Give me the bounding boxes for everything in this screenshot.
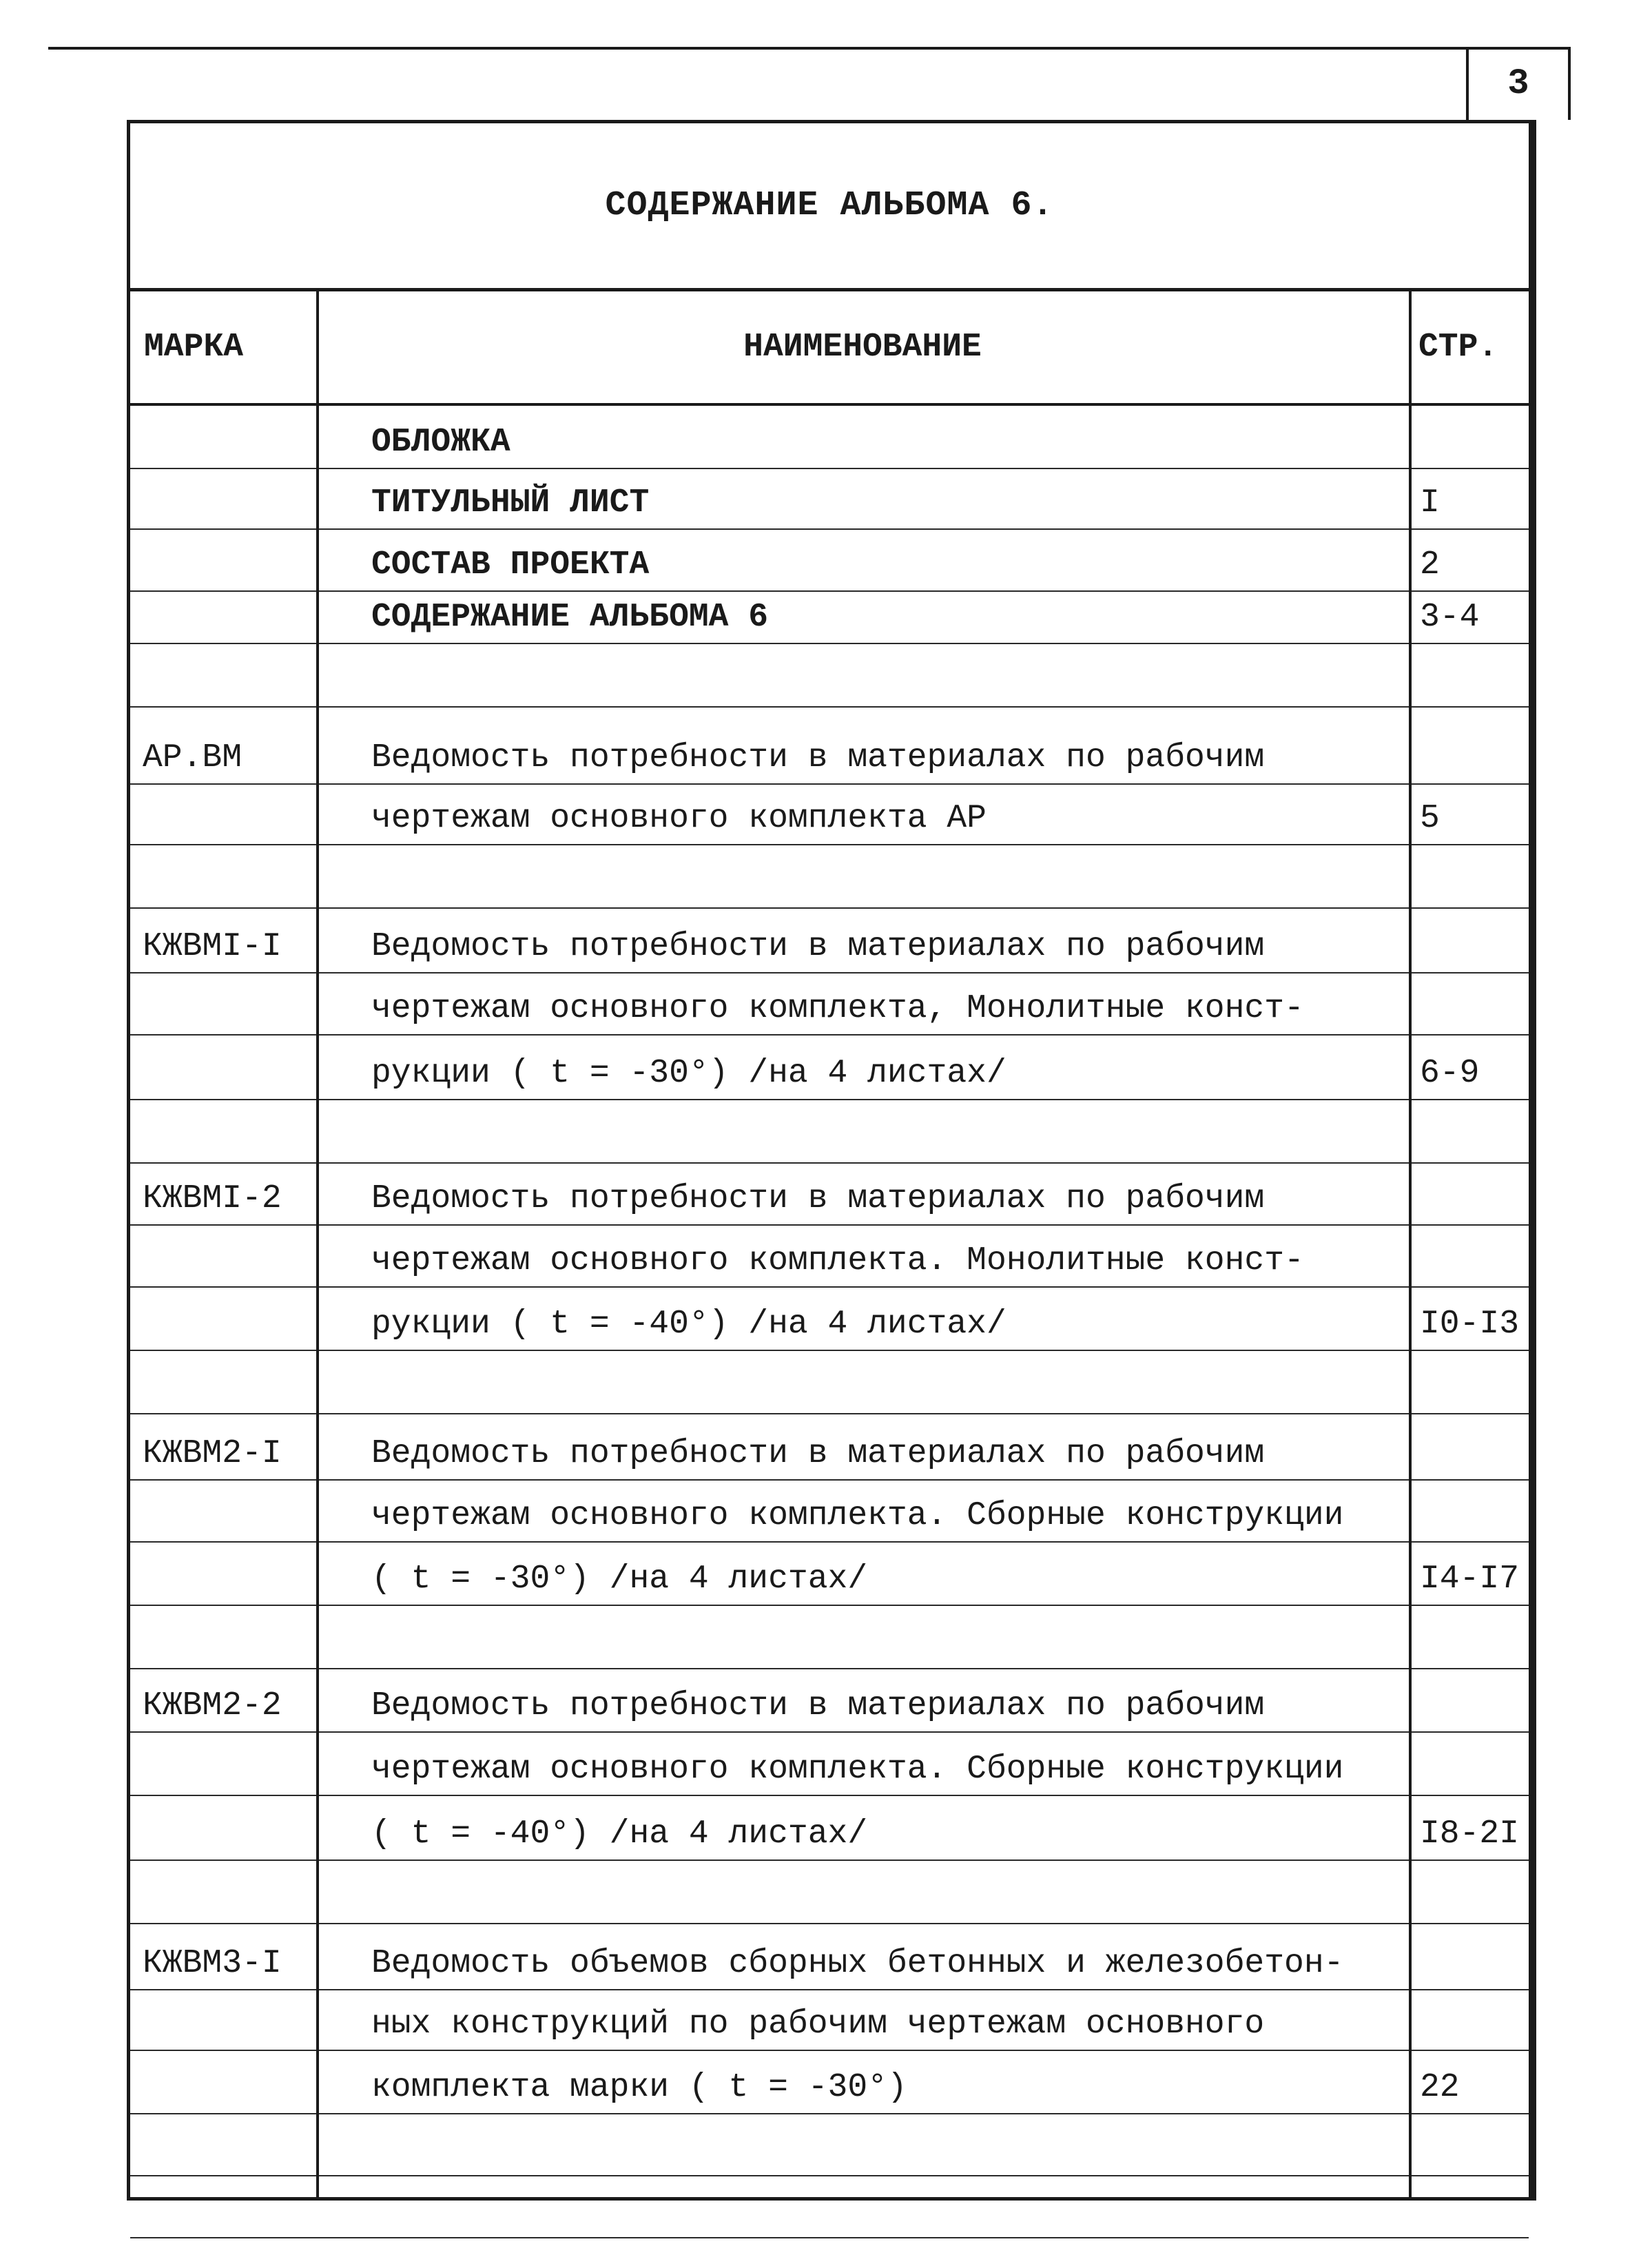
row-page: 22 (1420, 2069, 1460, 2106)
table-row (130, 2051, 1529, 2114)
row-name: Ведомость потребности в материалах по рабочим (371, 1180, 1265, 1217)
table-row (130, 1669, 1529, 1733)
row-name: чертежам основного комплекта. Монолитные конст- (371, 1242, 1304, 1279)
table-row (130, 1414, 1529, 1481)
table-row (130, 1924, 1529, 1990)
table-row (130, 973, 1529, 1036)
table-row (130, 1990, 1529, 2051)
row-marka: КЖВМ2-I (143, 1435, 282, 1472)
table-row (130, 1861, 1529, 1924)
row-name: ( t = -30°) /на 4 листах/ (371, 1560, 868, 1598)
row-page: 6-9 (1420, 1055, 1480, 1092)
table-row (130, 530, 1529, 592)
table-row (130, 1226, 1529, 1288)
row-name: Ведомость потребности в материалах по рабочим (371, 928, 1265, 965)
row-name: ОБЛОЖКА (371, 424, 510, 461)
header-marka: МАРКА (144, 329, 244, 366)
table-row (130, 592, 1529, 644)
row-name: чертежам основного комплекта АР (371, 800, 987, 837)
row-name: Ведомость потребности в материалах по рабочим (371, 739, 1265, 776)
table-header (130, 291, 1529, 406)
row-name: комплекта марки ( t = -30°) (371, 2069, 907, 2106)
table-row (130, 406, 1529, 469)
row-page: I8-2I (1420, 1815, 1520, 1853)
table-row (130, 1100, 1529, 1164)
row-name: чертежам основного комплекта. Сборные конструкции (371, 1497, 1344, 1534)
row-name: Ведомость потребности в материалах по рабочим (371, 1435, 1265, 1472)
row-name: рукции ( t = -30°) /на 4 листах/ (371, 1055, 1006, 1092)
table-row (130, 1481, 1529, 1543)
header-page: СТР. (1418, 329, 1498, 366)
row-marka: КЖВМ3-I (143, 1945, 282, 1982)
contents-sheet (127, 120, 1532, 2201)
table-row (130, 909, 1529, 973)
row-name: СОДЕРЖАНИЕ АЛЬБОМА 6 (371, 599, 769, 636)
row-page: I4-I7 (1420, 1560, 1520, 1598)
document-title: СОДЕРЖАНИЕ АЛЬБОМА 6. (130, 123, 1529, 291)
row-page: 2 (1420, 546, 1440, 584)
row-page: 5 (1420, 800, 1440, 837)
row-marka: КЖВМI-I (143, 928, 282, 965)
header-name: НАИМЕНОВАНИЕ (743, 329, 982, 366)
table-row (130, 708, 1529, 785)
column-divider-page (1409, 291, 1412, 2197)
row-name: чертежам основного комплекта. Сборные конструкции (371, 1751, 1344, 1788)
table-row (130, 469, 1529, 530)
row-name: ( t = -40°) /на 4 листах/ (371, 1815, 868, 1853)
row-marka: АР.ВМ (143, 739, 242, 776)
top-rule (48, 47, 1571, 50)
table-row (130, 1543, 1529, 1606)
table-row (130, 2114, 1529, 2176)
table-row (130, 785, 1529, 845)
row-name: чертежам основного комплекта, Монолитные конст- (371, 990, 1304, 1027)
row-name: ТИТУЛЬНЫЙ ЛИСТ (371, 484, 650, 522)
table-row (130, 1606, 1529, 1669)
table-row (130, 1288, 1529, 1351)
table-row (130, 1351, 1529, 1414)
row-page: I (1420, 484, 1440, 522)
table-row (130, 1164, 1529, 1226)
table-row (130, 845, 1529, 909)
row-name: СОСТАВ ПРОЕКТА (371, 546, 650, 584)
row-page: 3-4 (1420, 599, 1480, 636)
table-row (130, 1733, 1529, 1796)
table-row (130, 1796, 1529, 1861)
table-row (130, 1036, 1529, 1100)
row-marka: КЖВМ2-2 (143, 1687, 282, 1724)
column-divider-marka (316, 291, 319, 2197)
row-name: Ведомость объемов сборных бетонных и железобетон- (371, 1945, 1344, 1982)
row-name: рукции ( t = -40°) /на 4 листах/ (371, 1306, 1006, 1343)
sheet-edge (1532, 120, 1536, 2201)
table-row (130, 644, 1529, 708)
row-page: I0-I3 (1420, 1306, 1520, 1343)
row-name: Ведомость потребности в материалах по рабочим (371, 1687, 1265, 1724)
page-number: 3 (1466, 47, 1571, 120)
row-marka: КЖВМI-2 (143, 1180, 282, 1217)
table-body (130, 406, 1529, 2200)
row-name: ных конструкций по рабочим чертежам основного (371, 2006, 1265, 2043)
table-row (130, 2176, 1529, 2238)
